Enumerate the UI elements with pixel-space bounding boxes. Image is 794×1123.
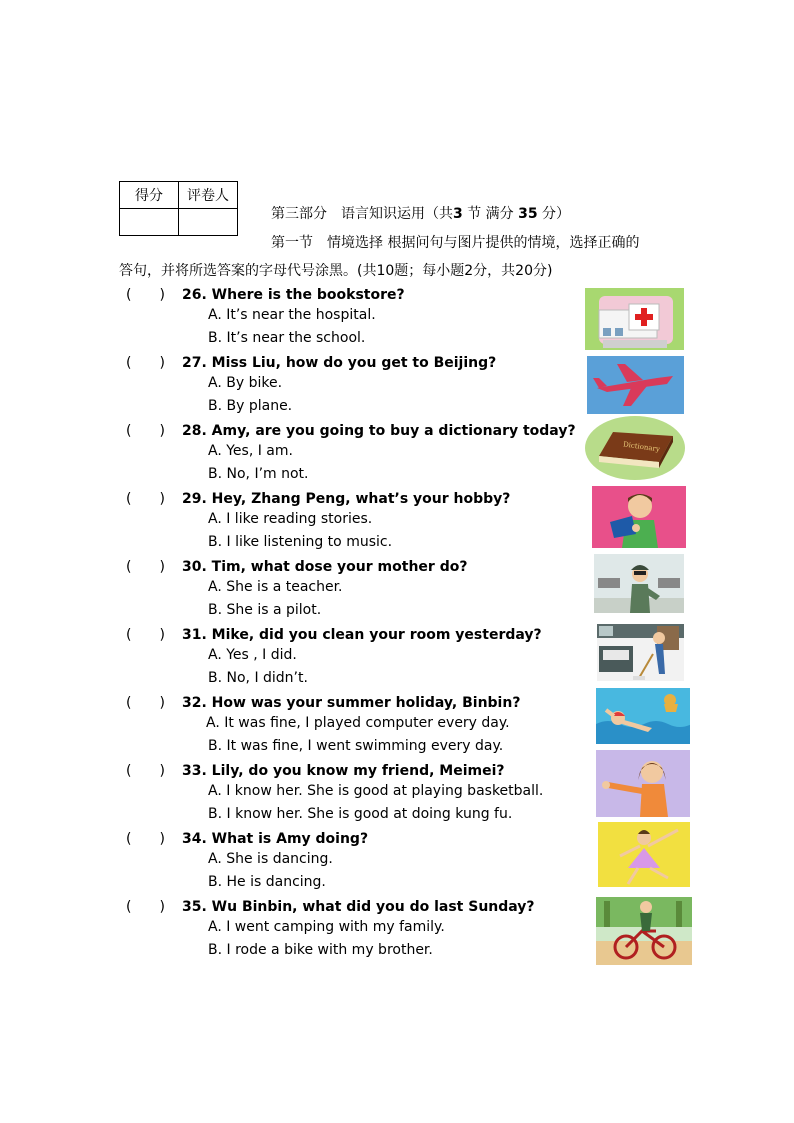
option-26-b: B. It’s near the school.	[208, 330, 366, 346]
question-31: ( ) 31. Mike, did you clean your room yesterday?	[126, 624, 542, 644]
option-27-a: A. By bike.	[208, 375, 283, 391]
answer-bracket[interactable]: ( )	[126, 355, 165, 371]
option-35-a: A. I went camping with my family.	[208, 919, 445, 935]
answer-bracket[interactable]: ( )	[126, 763, 165, 779]
question-27: ( ) 27. Miss Liu, how do you get to Beijing?	[126, 352, 496, 372]
option-34-a: A. She is dancing.	[208, 851, 333, 867]
option-31-b: B. No, I didn’t.	[208, 670, 308, 686]
hospital-icon	[585, 288, 684, 350]
question-29: ( ) 29. Hey, Zhang Peng, what’s your hobby?	[126, 488, 510, 508]
cleaning-icon	[597, 624, 684, 681]
section-title: 第三部分 语言知识运用（共3 节 满分 35 分）	[271, 206, 571, 222]
score-cell[interactable]	[120, 209, 179, 236]
dictionary-icon	[585, 416, 686, 480]
option-33-b: B. I know her. She is good at doing kung fu.	[208, 806, 513, 822]
score-table	[119, 181, 238, 236]
question-33: ( ) 33. Lily, do you know my friend, Meimei?	[126, 760, 505, 780]
answer-bracket[interactable]: ( )	[126, 423, 165, 439]
svg-text:Dictionary: Dictionary	[622, 440, 661, 454]
question-35: ( ) 35. Wu Binbin, what did you do last Sunday?	[126, 896, 535, 916]
answer-bracket[interactable]: ( )	[126, 695, 165, 711]
option-34-b: B. He is dancing.	[208, 874, 326, 890]
answer-bracket[interactable]: ( )	[126, 627, 165, 643]
answer-bracket[interactable]: ( )	[126, 831, 165, 847]
option-31-a: A. Yes , I did.	[208, 647, 297, 663]
option-33-a: A. I know her. She is good at playing basketball.	[208, 783, 544, 799]
score-header: 得分	[120, 182, 179, 209]
instruction-line1: 第一节 情境选择 根据问句与图片提供的情境，选择正确的	[271, 235, 640, 251]
question-26: ( ) 26. Where is the bookstore?	[126, 284, 405, 304]
kungfu-girl-icon	[596, 750, 690, 817]
option-27-b: B. By plane.	[208, 398, 293, 414]
option-28-b: B. No, I’m not.	[208, 466, 309, 482]
option-29-a: A. I like reading stories.	[208, 511, 373, 527]
swimming-icon	[596, 688, 690, 744]
option-35-b: B. I rode a bike with my brother.	[208, 942, 433, 958]
answer-bracket[interactable]: ( )	[126, 491, 165, 507]
grader-cell[interactable]	[179, 209, 238, 236]
option-32-b: B. It was fine, I went swimming every day.	[208, 738, 504, 754]
answer-bracket[interactable]: ( )	[126, 559, 165, 575]
answer-bracket[interactable]: ( )	[126, 287, 165, 303]
question-34: ( ) 34. What is Amy doing?	[126, 828, 368, 848]
answer-bracket[interactable]: ( )	[126, 899, 165, 915]
grader-header: 评卷人	[179, 182, 238, 209]
instruction-line2: 答句，并将所选答案的字母代号涂黑。(共10题；每小题2分，共20分)	[119, 263, 553, 279]
plane-icon	[587, 356, 684, 414]
dancer-icon	[598, 822, 690, 887]
option-26-a: A. It’s near the hospital.	[208, 307, 376, 323]
question-30: ( ) 30. Tim, what dose your mother do?	[126, 556, 467, 576]
boy-reading-icon	[592, 486, 686, 548]
option-32-a: A. It was fine, I played computer every day.	[206, 715, 510, 731]
question-28: ( ) 28. Amy, are you going to buy a dictionary today?	[126, 420, 576, 440]
option-29-b: B. I like listening to music.	[208, 534, 393, 550]
question-32: ( ) 32. How was your summer holiday, Binbin?	[126, 692, 520, 712]
option-30-b: B. She is a pilot.	[208, 602, 322, 618]
option-30-a: A. She is a teacher.	[208, 579, 343, 595]
bike-rider-icon	[596, 897, 692, 965]
option-28-a: A. Yes, I am.	[208, 443, 293, 459]
pilot-icon	[594, 554, 684, 613]
